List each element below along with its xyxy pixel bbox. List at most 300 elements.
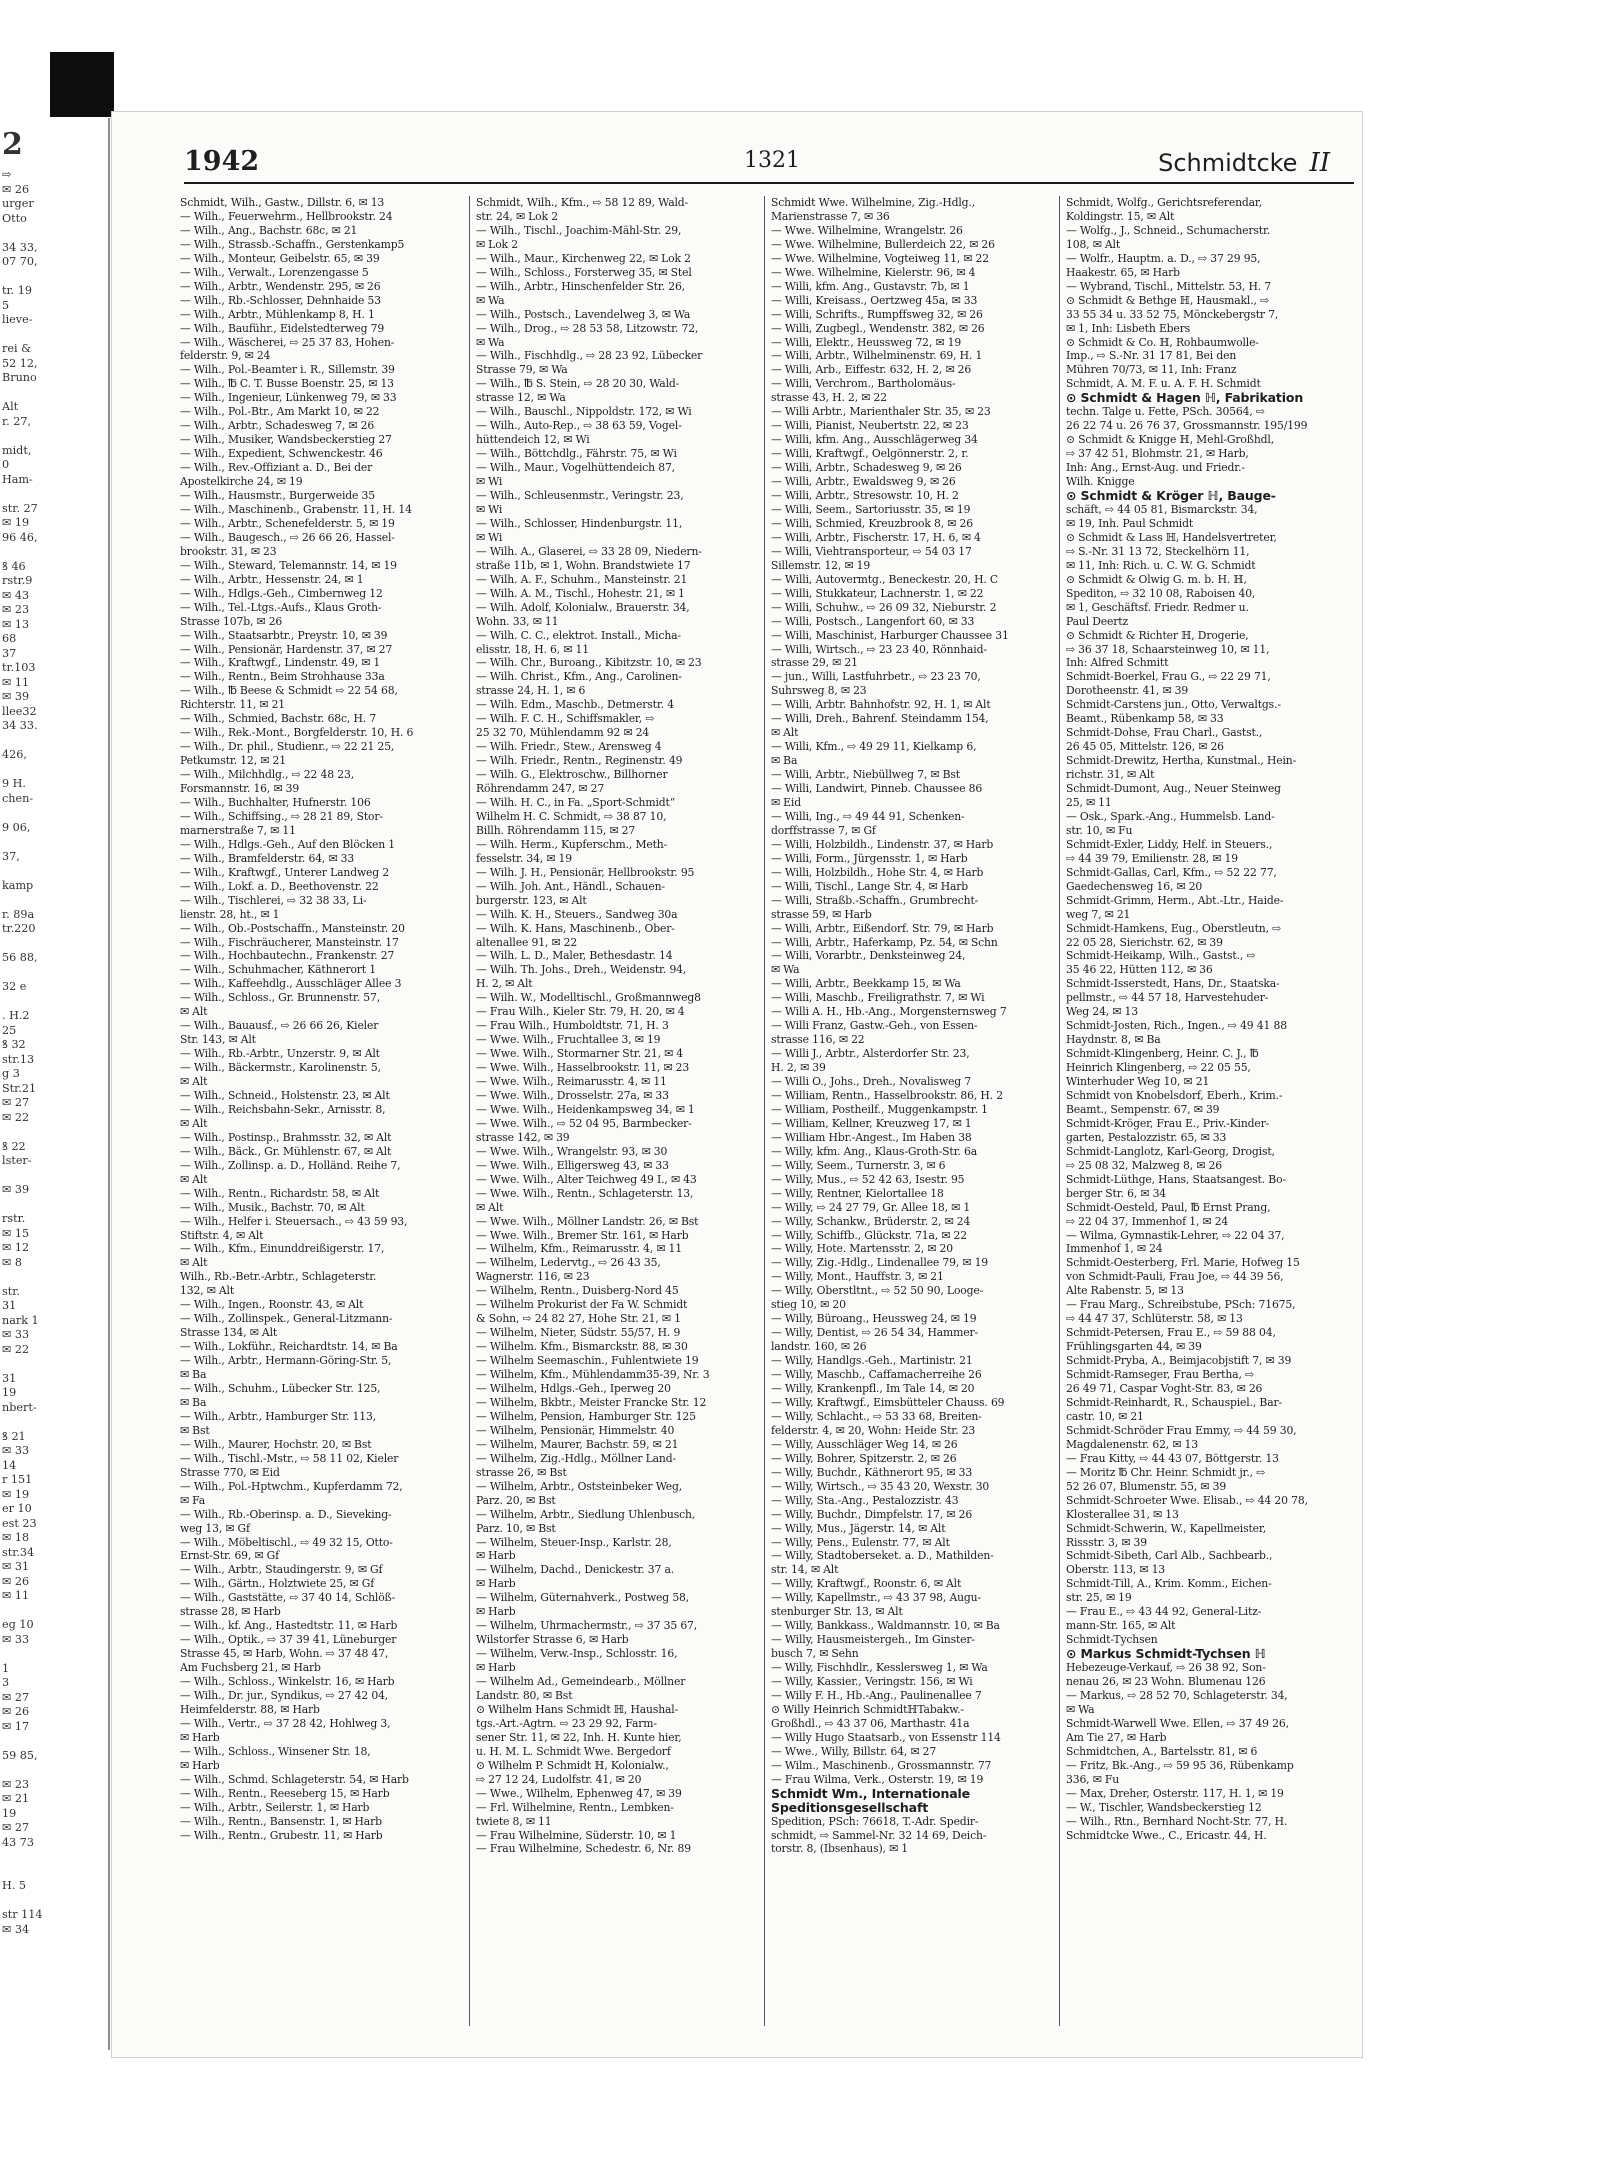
- directory-entry-line: ⇨ 44 47 37, Schlüterstr. 58, ✉ 13: [1066, 1312, 1243, 1326]
- left-page-line: [0, 1734, 108, 1749]
- directory-entry-line: — Wilh., Rev.-Offiziant a. D., Bei der: [180, 461, 373, 475]
- directory-entry-line: — Willi Franz, Gastw.-Geh., von Essen-: [771, 1019, 978, 1033]
- directory-entry-line: ✉ Ba: [180, 1368, 207, 1382]
- directory-entry-line: — Wilh., Vertr., ⇨ 37 28 42, Hohlweg 3,: [180, 1716, 391, 1730]
- directory-entry-line: ⊙ Markus Schmidt-Tychsen ℍ: [1066, 1647, 1266, 1662]
- directory-entry-line: — Wilh., Postinsp., Brahmsstr. 32, ✉ Alt: [180, 1130, 392, 1144]
- directory-entry-line: 132, ✉ Alt: [180, 1284, 235, 1298]
- directory-entry-line: Forsmannstr. 16, ✉ 39: [180, 782, 300, 796]
- directory-entry-line: — Wilh., Dr. jur., Syndikus, ⇨ 27 42 04,: [180, 1688, 389, 1702]
- directory-entry-line: ✉ Alt: [180, 1172, 208, 1186]
- left-page-line: [0, 1647, 108, 1662]
- directory-entry-line: Schmidt-Petersen, Frau E., ⇨ 59 88 04,: [1066, 1326, 1276, 1340]
- left-page-line: ✉ 26: [2, 1705, 30, 1718]
- directory-entry-line: — Wilhelm, Arbtr., Oststeinbeker Weg,: [476, 1479, 683, 1493]
- directory-entry-line: Richterstr. 11, ✉ 21: [180, 698, 286, 712]
- left-page-line: 31: [2, 1371, 17, 1385]
- directory-entry-line: — Willy, Hausmeistergeh., Im Ginster-: [771, 1633, 975, 1647]
- directory-entry-line: — Willy, Pens., Eulenstr. 77, ✉ Alt: [771, 1535, 950, 1549]
- directory-entry-line: — Wilh. A. F., Schuhm., Mansteinstr. 21: [476, 572, 688, 586]
- directory-entry-line: — Wilhelm, Hdlgs.-Geh., Iperweg 20: [476, 1382, 671, 1396]
- column-divider-3: [1059, 196, 1060, 2026]
- left-page-line: eg 10: [2, 1618, 34, 1631]
- directory-entry-line: von Schmidt-Pauli, Frau Joe, ⇨ 44 39 56,: [1066, 1270, 1284, 1284]
- directory-entry-line: Schmidt-Carstens jun., Otto, Verwaltgs.-: [1066, 698, 1281, 712]
- directory-entry-line: — Willy, Krankenpfl., Im Tale 14, ✉ 20: [771, 1382, 975, 1396]
- directory-entry-line: — Wwe. Wilh., Rentn., Schlageterstr. 13,: [476, 1186, 694, 1200]
- directory-entry-line: garten, Pestalozzistr. 65, ✉ 33: [1066, 1130, 1227, 1144]
- directory-entry-line: — Willi, Kfm., ⇨ 49 29 11, Kielkamp 6,: [771, 740, 977, 754]
- directory-entry-line: — Willi, Schrifts., Rumpffsweg 32, ✉ 26: [771, 307, 983, 321]
- directory-entry-line: Haydnstr. 8, ✉ Ba: [1066, 1033, 1161, 1047]
- directory-entry-line: ⊙ Schmidt & Bethge ℍ, Hausmakl., ⇨: [1066, 293, 1269, 307]
- directory-entry-line: — Wilh., Arbtr., Seilerstr. 1, ✉ Harb: [180, 1800, 370, 1814]
- directory-entry-line: — Wilh. J. H., Pensionär, Hellbrookstr. 95: [476, 865, 695, 879]
- directory-entry-line: — Willi, Stukkateur, Lachnerstr. 1, ✉ 22: [771, 586, 984, 600]
- column-divider-1: [469, 196, 470, 2026]
- directory-entry-line: — Osk., Spark.-Ang., Hummelsb. Land-: [1066, 809, 1275, 823]
- directory-entry-line: — Wilhelm, Zig.-Hdlg., Möllner Land-: [476, 1451, 676, 1465]
- left-page-line: ⇨: [2, 168, 12, 181]
- directory-entry-line: Heinrich Klingenberg, ⇨ 22 05 55,: [1066, 1061, 1251, 1075]
- directory-entry-line: — Willy, Bohrer, Spitzerstr. 2, ✉ 26: [771, 1451, 957, 1465]
- left-page-line: [0, 893, 108, 908]
- left-page-line: [0, 386, 108, 401]
- directory-entry-line: — Wilh., Tischl.-Mstr., ⇨ 58 11 02, Kieler: [180, 1451, 399, 1465]
- directory-entry-line: — Wilh., Gärtn., Holztwiete 25, ✉ Gf: [180, 1577, 375, 1591]
- column-2: [476, 196, 760, 2026]
- column-divider-2: [764, 196, 765, 2026]
- directory-entry-line: — Wilhelm, Kfm., Reimarusstr. 4, ✉ 11: [476, 1242, 682, 1256]
- directory-entry-line: — Wilh., Gaststätte, ⇨ 37 40 14, Schlöß-: [180, 1591, 396, 1605]
- scan-border-black: [50, 52, 114, 117]
- directory-entry-line: lienstr. 28, ht., ✉ 1: [180, 907, 280, 921]
- directory-entry-line: — Wilh., Ang., Bachstr. 68c, ✉ 21: [180, 223, 358, 237]
- directory-entry-line: Petkumstr. 12, ✉ 21: [180, 754, 286, 768]
- directory-entry-line: 26 45 05, Mittelstr. 126, ✉ 26: [1066, 740, 1224, 754]
- directory-entry-line: 25, ✉ 11: [1066, 795, 1112, 809]
- left-page-line: str.: [2, 1284, 20, 1298]
- directory-entry-line: — Wilh., Rentn., Beim Strohhause 33a: [180, 670, 385, 684]
- directory-entry-line: — Wilhelm, Güternahverk., Postweg 58,: [476, 1591, 690, 1605]
- directory-entry-line: — Wilh., Pol.-Btr., Am Markt 10, ✉ 22: [180, 405, 380, 419]
- directory-entry-line: — Wilhelm Prokurist der Fa W. Schmidt: [476, 1298, 688, 1312]
- directory-entry-line: strasse 24, H. 1, ✉ 6: [476, 684, 586, 698]
- header-year: 1942: [184, 146, 260, 177]
- left-page-line: [0, 1169, 108, 1184]
- left-page-line: [0, 226, 108, 241]
- directory-entry-line: — Willi Arbtr., Marienthaler Str. 35, ✉ 23: [771, 405, 991, 419]
- directory-entry-line: — Willy, Mus., ⇨ 52 42 63, Isestr. 95: [771, 1172, 965, 1186]
- directory-entry-line: str. 25, ✉ 19: [1066, 1591, 1132, 1605]
- directory-entry-line: ✉ 1, Inh: Lisbeth Ebers: [1066, 321, 1191, 335]
- directory-entry-line: — Wolfr., Hauptm. a. D., ⇨ 37 29 95,: [1066, 251, 1261, 265]
- directory-entry-line: — Willy, Dentist, ⇨ 26 54 34, Hammer-: [771, 1326, 978, 1340]
- left-page-line: 37: [2, 646, 17, 660]
- directory-entry-line: — Wilh. Edm., Maschb., Detmerstr. 4: [476, 698, 674, 712]
- left-page-line: ✉ 13: [2, 617, 30, 631]
- directory-entry-line: ✉ Wi: [476, 475, 503, 489]
- directory-entry-line: — Willy, Stadtoberseket. a. D., Mathilden-: [771, 1549, 994, 1563]
- left-page-line: [0, 864, 108, 879]
- left-page-line: ✉ 33: [2, 1328, 30, 1341]
- directory-entry-line: — Wwe. Wilh., Wrangelstr. 93, ✉ 30: [476, 1144, 668, 1158]
- directory-entry-line: — Wwe., Wilhelm, Ephenweg 47, ✉ 39: [476, 1786, 682, 1800]
- left-page-line: [0, 487, 108, 502]
- directory-entry-line: Marienstrasse 7, ✉ 36: [771, 209, 890, 223]
- directory-entry-line: — Willy, Wirtsch., ⇨ 35 43 20, Wexstr. 30: [771, 1479, 990, 1493]
- left-page-line: 0: [2, 458, 10, 471]
- directory-entry-line: — Willy, Ausschläger Weg 14, ✉ 26: [771, 1437, 958, 1451]
- left-page-line: Otto: [2, 211, 27, 225]
- directory-entry-line: — Willi, Arbtr. Bahnhofstr. 92, H. 1, ✉ Alt: [771, 698, 991, 712]
- directory-entry-line: — Wilh., Bauschl., Nippoldstr. 172, ✉ Wi: [476, 405, 692, 419]
- directory-entry-line: — Wilh., Arbtr., Staudingerstr. 9, ✉ Gf: [180, 1563, 383, 1577]
- directory-entry-line: pellmstr., ⇨ 44 57 18, Harvestehuder-: [1066, 991, 1269, 1005]
- directory-entry-line: — Wilh., Optik., ⇨ 37 39 41, Lüneburger: [180, 1633, 397, 1647]
- directory-entry-line: — Willy, Schiffb., Glückstr. 71a, ✉ 22: [771, 1228, 967, 1242]
- directory-entry-line: Schmidt-Kröger, Frau E., Priv.-Kinder-: [1066, 1116, 1270, 1130]
- directory-entry-line: ✉ Alt: [180, 1256, 208, 1270]
- directory-entry-line: Imp., ⇨ S.-Nr. 31 17 81, Bei den: [1066, 349, 1237, 363]
- directory-entry-line: Sillemstr. 12, ✉ 19: [771, 558, 871, 572]
- left-page-line: ✉ 39: [2, 1183, 30, 1196]
- directory-entry-line: — Willy, Seem., Turnerstr. 3, ✉ 6: [771, 1158, 946, 1172]
- directory-entry-line: — Wilh., Schiffsing., ⇨ 28 21 89, Stor-: [180, 809, 383, 823]
- directory-entry-line: — W., Tischler, Wandsbeckerstieg 12: [1066, 1800, 1262, 1814]
- left-page-line: est 23: [2, 1516, 37, 1530]
- directory-entry-line: Schmidt-Grimm, Herm., Abt.-Ltr., Haide-: [1066, 893, 1284, 907]
- directory-entry-line: — Wwe. Wilh., Bremer Str. 161, ✉ Harb: [476, 1228, 689, 1242]
- directory-entry-line: — Wilh. Friedr., Rentn., Reginenstr. 49: [476, 754, 683, 768]
- directory-entry-line: — Wilh., Hochbautechn., Frankenstr. 27: [180, 949, 395, 963]
- directory-entry-line: Spediton, ⇨ 32 10 08, Raboisen 40,: [1066, 586, 1256, 600]
- directory-entry-line: — Willy, Kraftwgf., Roonstr. 6, ✉ Alt: [771, 1577, 962, 1591]
- directory-entry-line: — Willy, Kassier., Veringstr. 156, ✉ Wi: [771, 1675, 973, 1689]
- directory-entry-line: — Willy, Buchdr., Dimpfelstr. 17, ✉ 26: [771, 1507, 973, 1521]
- directory-entry-line: Schmidt-Drewitz, Hertha, Kunstmal., Hein-: [1066, 754, 1297, 768]
- directory-entry-line: 26 22 74 u. 26 76 37, Grossmannstr. 195/199: [1066, 419, 1308, 433]
- directory-entry-line: — Wilh., Strassb.-Schaffn., Gerstenkamp5: [180, 237, 405, 251]
- directory-entry-line: Hebezeuge-Verkauf, ⇨ 26 38 92, Son-: [1066, 1661, 1266, 1675]
- directory-entry-line: — Max, Dreher, Osterstr. 117, H. 1, ✉ 19: [1066, 1786, 1284, 1800]
- directory-entry-line: Schmidt-Pryba, A., Beimjacobjstift 7, ✉ 39: [1066, 1354, 1292, 1368]
- directory-entry-line: Wilhelm H. C. Schmidt, ⇨ 38 87 10,: [476, 809, 667, 823]
- directory-entry-line: — Willi, Holzbildh., Lindenstr. 37, ✉ Harb: [771, 837, 994, 851]
- directory-entry-line: — Willy, Zig.-Hdlg., Lindenallee 79, ✉ 19: [771, 1256, 989, 1270]
- directory-entry-line: — Willy Hugo Staatsarb., von Essenstr 114: [771, 1730, 1001, 1744]
- directory-entry-line: Schmidt-Ramseger, Frau Bertha, ⇨: [1066, 1368, 1254, 1382]
- left-page-line: ✉ 39: [2, 690, 30, 703]
- directory-entry-line: str. 24, ✉ Lok 2: [476, 209, 558, 223]
- left-page-line: 59 85,: [2, 1748, 38, 1762]
- directory-entry-line: — Wilh. Adolf, Kolonialw., Brauerstr. 34,: [476, 600, 690, 614]
- directory-entry-line: Schmidt-Hamkens, Eug., Oberstleutn, ⇨: [1066, 921, 1282, 935]
- directory-entry-line: — Wilh., Schleusenmstr., Veringstr. 23,: [476, 489, 684, 503]
- left-page-line: [0, 1198, 108, 1213]
- directory-entry-line: Schmidt-Isserstedt, Hans, Dr., Staatska-: [1066, 977, 1280, 991]
- directory-entry-line: strasse 116, ✉ 22: [771, 1033, 865, 1047]
- left-page-line: 37,: [2, 849, 20, 863]
- directory-entry-line: Wilh., Rb.-Betr.-Arbtr., Schlageterstr.: [180, 1270, 377, 1284]
- directory-entry-line: — Willi O., Johs., Dreh., Novalisweg 7: [771, 1075, 972, 1089]
- directory-entry-line: — Willi, Ing., ⇨ 49 44 91, Schenken-: [771, 809, 965, 823]
- left-page-line: tr. 19: [2, 284, 32, 297]
- directory-entry-line: — Wilh., Arbtr., Schenefelderstr. 5, ✉ 19: [180, 516, 395, 530]
- left-page-line: ✉ 8: [2, 1255, 23, 1269]
- directory-entry-line: & Sohn, ⇨ 24 82 27, Hohe Str. 21, ✉ 1: [476, 1312, 681, 1326]
- directory-entry-line: — Wilh., Steward, Telemannstr. 14, ✉ 19: [180, 558, 397, 572]
- directory-entry-line: ✉ Harb: [476, 1605, 516, 1619]
- running-title-volume: II: [1309, 148, 1330, 178]
- directory-entry-line: — Wilh. Th. Johs., Dreh., Weidenstr. 94,: [476, 963, 687, 977]
- directory-entry-line: — Willi, Kreisass., Oertzweg 45a, ✉ 33: [771, 293, 978, 307]
- left-page-line: [0, 995, 108, 1010]
- directory-entry-line: 52 26 07, Blumenstr. 55, ✉ 39: [1066, 1479, 1227, 1493]
- directory-entry-line: 26 49 71, Caspar Voght-Str. 83, ✉ 26: [1066, 1382, 1263, 1396]
- directory-entry-line: Apostelkirche 24, ✉ 19: [180, 475, 303, 489]
- directory-entry-line: — Wilh., Ingenieur, Lünkenweg 79, ✉ 33: [180, 391, 397, 405]
- directory-entry-line: — Wilh., Kfm., Einunddreißigerstr. 17,: [180, 1242, 385, 1256]
- left-page-line: [0, 545, 108, 560]
- left-page-line: 19: [2, 1806, 17, 1820]
- directory-entry-line: — Willy, Bankkass., Waldmannstr. 10, ✉ Ba: [771, 1619, 1000, 1633]
- directory-entry-line: Speditionsgesellschaft: [771, 1800, 929, 1815]
- directory-entry-line: — Wilh., Kraftwgf., Unterer Landweg 2: [180, 865, 390, 879]
- directory-entry-line: — Frau Wilh., Kieler Str. 79, H. 20, ✉ 4: [476, 1005, 685, 1019]
- directory-entry-line: Strasse 107b, ✉ 26: [180, 614, 283, 628]
- left-page-line: [0, 937, 108, 952]
- directory-entry-line: — Willi, Tischl., Lange Str. 4, ✉ Harb: [771, 879, 969, 893]
- directory-entry-line: richstr. 31, ✉ Alt: [1066, 768, 1155, 782]
- directory-entry-line: Schmidt, Wilh., Gastw., Dillstr. 6, ✉ 13: [180, 196, 385, 209]
- directory-entry-line: Schmidt-Boerkel, Frau G., ⇨ 22 29 71,: [1066, 670, 1271, 684]
- directory-entry-line: Wohn. 33, ✉ 11: [476, 614, 559, 628]
- directory-entry-line: str. 10, ✉ Fu: [1066, 823, 1133, 837]
- directory-entry-line: — Wilh., Lokführ., Reichardtstr. 14, ✉ Ba: [180, 1340, 398, 1354]
- directory-entry-line: — Willi, Holzbildh., Hohe Str. 4, ✉ Harb: [771, 865, 984, 879]
- directory-entry-line: — Willi, Maschb., Freiligrathstr. 7, ✉ Wi: [771, 991, 985, 1005]
- directory-entry-line: — Wilhelm, Maurer, Bachstr. 59, ✉ 21: [476, 1437, 679, 1451]
- directory-entry-line: — Wilh., Bäck., Gr. Mühlenstr. 67, ✉ Alt: [180, 1144, 392, 1158]
- directory-entry-line: — Willy, ⇨ 24 27 79, Gr. Allee 18, ✉ 1: [771, 1200, 971, 1214]
- directory-entry-line: Inh: Ang., Ernst-Aug. und Friedr.-: [1066, 461, 1245, 475]
- directory-entry-line: — Willi, Schuhw., ⇨ 26 09 32, Nieburstr. 2: [771, 600, 997, 614]
- left-page-line: tr.220: [2, 922, 36, 935]
- directory-entry-line: — Frau Marg., Schreibstube, PSch: 71675,: [1066, 1298, 1296, 1312]
- directory-entry-line: — Wwe. Wilh., Hasselbrookstr. 11, ✉ 23: [476, 1061, 690, 1075]
- directory-entry-line: — William Hbr.-Angest., Im Haben 38: [771, 1130, 972, 1144]
- directory-entry-line: — Willy, Rentner, Kielortallee 18: [771, 1186, 944, 1200]
- directory-entry-line: Schmidtchen, A., Bartelsstr. 81, ✉ 6: [1066, 1744, 1258, 1758]
- left-page-line: ✉ 12: [2, 1241, 30, 1254]
- directory-entry-line: — Willy, Schlacht., ⇨ 53 33 68, Breiten-: [771, 1409, 982, 1423]
- directory-entry-line: ✉ Harb: [476, 1661, 516, 1675]
- directory-entry-line: Schmidt Wm., Internationale: [771, 1786, 970, 1801]
- directory-entry-line: — Willi, Arbtr., Eißendorf. Str. 79, ✉ Harb: [771, 921, 994, 935]
- left-page-line: urger: [2, 197, 34, 210]
- directory-entry-line: — Wilh., Bauausf., ⇨ 26 66 26, Kieler: [180, 1019, 379, 1033]
- directory-entry-line: — Wwe. Wilhelmine, Bullerdeich 22, ✉ 26: [771, 237, 995, 251]
- directory-entry-line: — Willy F. H., Hb.-Ang., Paulinenallee 7: [771, 1688, 982, 1702]
- left-page-line: Str.21: [2, 1081, 37, 1095]
- directory-entry-line: — Frau E., ⇨ 43 44 92, General-Litz-: [1066, 1605, 1262, 1619]
- directory-entry-line: ✉ Alt: [180, 1116, 208, 1130]
- directory-entry-line: — Wilhelm. Kfm., Bismarckstr. 88, ✉ 30: [476, 1340, 688, 1354]
- directory-entry-line: — Willi, Arbtr., Beekkamp 15, ✉ Wa: [771, 977, 961, 991]
- directory-entry-line: ⊙ Wilhelm P. Schmidt ℍ, Kolonialw.,: [476, 1758, 669, 1772]
- directory-entry-line: — Willi, kfm. Ang., Gustavstr. 7b, ✉ 1: [771, 279, 970, 293]
- column-4: [1066, 196, 1350, 2026]
- directory-entry-line: ⊙ Schmidt & Olwig G. m. b. H. ℍ,: [1066, 572, 1247, 586]
- directory-entry-line: — Wilhelm, Kfm., Mühlendamm35-39, Nr. 3: [476, 1368, 710, 1382]
- directory-entry-line: — Willi, Pianist, Neubertstr. 22, ✉ 23: [771, 419, 969, 433]
- left-page-line: Alt: [2, 400, 19, 413]
- directory-entry-line: — Wilh., Buchhalter, Hufnerstr. 106: [180, 795, 371, 809]
- left-page-line: ✉ 19: [2, 516, 30, 529]
- directory-entry-line: — Wwe. Wilh., Fruchtallee 3, ✉ 19: [476, 1033, 661, 1047]
- directory-entry-line: — Willi, Postsch., Langenfort 60, ✉ 33: [771, 614, 975, 628]
- directory-entry-line: Schmidt von Knobelsdorf, Eberh., Krim.-: [1066, 1089, 1283, 1102]
- directory-entry-line: ✉ Harb: [476, 1549, 516, 1563]
- directory-entry-line: — Wilhelm, Pensionär, Himmelstr. 40: [476, 1423, 675, 1437]
- directory-entry-line: — Wilhelm, Uhrmachermstr., ⇨ 37 35 67,: [476, 1619, 698, 1633]
- directory-entry-line: — Wilh. C. C., elektrot. Install., Micha-: [476, 628, 681, 642]
- directory-entry-line: Schmidt-Sibeth, Carl Alb., Sachbearb.,: [1066, 1549, 1273, 1563]
- directory-entry-line: ⇨ 36 37 18, Schaarsteinweg 10, ✉ 11,: [1066, 642, 1270, 656]
- left-page-line: 31: [2, 1299, 17, 1312]
- left-page-line: llee32: [2, 704, 37, 718]
- directory-entry-line: — Wilh., Tischl., Joachim-Mähl-Str. 29,: [476, 223, 682, 237]
- directory-entry-line: Schmidt-Klingenberg, Heinr. C. J., ℔: [1066, 1047, 1259, 1061]
- running-title-name: Schmidtcke: [1158, 149, 1298, 177]
- left-page-line: ✉ 11: [2, 1589, 30, 1602]
- left-page-line: str. 27: [2, 501, 38, 515]
- directory-entry-line: — Willi, Arb., Eiffestr. 632, H. 2, ✉ 26: [771, 363, 972, 377]
- left-page-line: ✉ 26: [2, 1574, 30, 1588]
- directory-entry-line: Rissstr. 3, ✉ 39: [1066, 1535, 1147, 1549]
- directory-entry-line: torstr. 8, (Ibsenhaus), ✉ 1: [771, 1842, 908, 1856]
- left-page-line: ✉ 33: [2, 1632, 30, 1646]
- header-page-number: 1321: [744, 148, 800, 173]
- left-page-line: ✉ 27: [2, 1690, 30, 1704]
- directory-entry-line: Beamt., Sempenstr. 67, ✉ 39: [1066, 1102, 1220, 1116]
- left-page-line: [0, 1125, 108, 1140]
- left-page-line: 9 H.: [2, 777, 26, 790]
- directory-entry-line: ✉ Wa: [1066, 1702, 1095, 1716]
- directory-entry-line: ✉ Lok 2: [476, 237, 518, 251]
- directory-entry-line: ✉ Eid: [771, 795, 801, 809]
- directory-entry-line: Großhdl., ⇨ 43 37 06, Marthastr. 41a: [771, 1716, 970, 1730]
- directory-entry-line: — Wilh. Chr., Buroang., Kibitzstr. 10, ✉ 23: [476, 656, 702, 670]
- directory-entry-line: ✉ Wi: [476, 530, 503, 544]
- directory-entry-line: — Wilh., Schuhmacher, Käthnerort 1: [180, 963, 377, 977]
- directory-entry-line: Strasse 45, ✉ Harb, Wohn. ⇨ 37 48 47,: [180, 1647, 389, 1661]
- directory-entry-line: — Frau Kitty, ⇨ 44 43 07, Böttgerstr. 13: [1066, 1451, 1279, 1465]
- left-page-line: 34 33,: [2, 240, 38, 254]
- directory-entry-line: Strasse 134, ✉ Alt: [180, 1326, 278, 1340]
- left-page-line: 68: [2, 632, 17, 645]
- directory-entry-line: Schmidt-Heikamp, Wilh., Gastst., ⇨: [1066, 949, 1256, 963]
- directory-entry-line: — Wilh., Schmd. Schlageterstr. 54, ✉ Harb: [180, 1772, 409, 1786]
- directory-entry-line: — Willi, Straßb.-Schaffn., Grumbrecht-: [771, 893, 979, 907]
- directory-entry-line: ⇨ 22 04 37, Immenhof 1, ✉ 24: [1066, 1214, 1229, 1228]
- directory-entry-line: berger Str. 6, ✉ 34: [1066, 1186, 1167, 1200]
- directory-entry-line: Schmidt-Lüthge, Hans, Staatsangest. Bo-: [1066, 1172, 1286, 1186]
- directory-entry-line: — Willi A. H., Hb.-Ang., Morgensternsweg 7: [771, 1005, 1007, 1019]
- directory-entry-line: — Wilma, Gymnastik-Lehrer, ⇨ 22 04 37,: [1066, 1228, 1285, 1242]
- directory-entry-line: — Willy, Kraftwgf., Eimsbütteler Chauss. 69: [771, 1395, 1005, 1409]
- directory-entry-line: ⊙ Schmidt & Hagen ℍ, Fabrikation: [1066, 391, 1304, 406]
- left-page-line: tr.103: [2, 661, 36, 674]
- left-page-line: ✉ 22: [2, 1110, 30, 1124]
- directory-entry-line: Röhrendamm 247, ✉ 27: [476, 782, 605, 796]
- directory-entry-line: Schmidt-Till, A., Krim. Komm., Eichen-: [1066, 1577, 1272, 1591]
- left-page-line: str.13: [2, 1052, 35, 1066]
- directory-entry-line: ✉ Alt: [476, 1200, 504, 1214]
- directory-entry-line: sener Str. 11, ✉ 22, Inh. H. Kunte hier,: [476, 1730, 682, 1744]
- left-page-line: ✉ 22: [2, 1342, 30, 1356]
- directory-entry-line: ✉ Wa: [476, 293, 505, 307]
- directory-entry-line: — Wilh., Zollinsp. a. D., Holländ. Reihe 7,: [180, 1158, 401, 1172]
- directory-entry-line: — Willi, Autovermtg., Beneckestr. 20, H. C: [771, 572, 999, 586]
- directory-entry-line: strasse 26, ✉ Bst: [476, 1465, 567, 1479]
- directory-entry-line: strasse 12, ✉ Wa: [476, 391, 566, 405]
- left-page-line: 25: [2, 1023, 17, 1037]
- directory-entry-line: — Willy, Hote. Martensstr. 2, ✉ 20: [771, 1242, 953, 1256]
- left-page-line: [0, 835, 108, 850]
- directory-entry-line: — Frau Wilhelmine, Süderstr. 10, ✉ 1: [476, 1828, 677, 1842]
- directory-entry-line: — Willi, Arbtr., Ewaldsweg 9, ✉ 26: [771, 475, 956, 489]
- directory-entry-line: — Willi, Wirtsch., ⇨ 23 23 40, Rönnhaid-: [771, 642, 987, 656]
- directory-entry-line: — Wilhelm, Ledervtg., ⇨ 26 43 35,: [476, 1256, 661, 1270]
- directory-entry-line: — Wwe. Wilh., Alter Teichweg 49 I., ✉ 43: [476, 1172, 697, 1186]
- left-page-line: [0, 429, 108, 444]
- directory-entry-line: — Willi, Form., Jürgensstr. 1, ✉ Harb: [771, 851, 968, 865]
- left-page-line: nark 1: [2, 1313, 39, 1327]
- directory-entry-line: — Wwe. Wilh., Möllner Landstr. 26, ✉ Bst: [476, 1214, 699, 1228]
- directory-entry-line: Haakestr. 65, ✉ Harb: [1066, 265, 1180, 279]
- directory-entry-line: — Wilh., ℔ C. T. Busse Boenstr. 25, ✉ 13: [180, 377, 394, 391]
- directory-entry-line: — Willy, Mus., Jägerstr. 14, ✉ Alt: [771, 1521, 946, 1535]
- directory-entry-line: Landstr. 80, ✉ Bst: [476, 1688, 573, 1702]
- directory-entry-line: ⊙ Schmidt & Knigge ℍ, Mehl-Großhdl,: [1066, 433, 1274, 447]
- directory-entry-line: — Frl. Wilhelmine, Rentn., Lembken-: [476, 1800, 674, 1814]
- directory-entry-line: — Wilh., Hausmstr., Burgerweide 35: [180, 489, 375, 503]
- directory-entry-line: Immenhof 1, ✉ 24: [1066, 1242, 1163, 1256]
- directory-entry-line: stieg 10, ✉ 20: [771, 1298, 846, 1312]
- directory-entry-line: — Willi, Dreh., Bahrenf. Steindamm 154,: [771, 712, 989, 726]
- left-page-line: 3: [2, 1676, 10, 1689]
- directory-entry-line: — Willi, Zugbegl., Wendenstr. 382, ✉ 26: [771, 321, 985, 335]
- directory-entry-line: — Wilh., Monteur, Geibelstr. 65, ✉ 39: [180, 251, 380, 265]
- left-page-line: er 10: [2, 1502, 32, 1515]
- left-page-line: rei &: [2, 342, 32, 355]
- left-page-line: [0, 1865, 108, 1880]
- left-page-line: H. 5: [2, 1879, 26, 1892]
- directory-entry-line: str. 14, ✉ Alt: [771, 1563, 839, 1577]
- directory-entry-line: — Wilh., ℔ Beese & Schmidt ⇨ 22 54 68,: [180, 684, 398, 698]
- directory-entry-line: techn. Talge u. Fette, PSch. 30564, ⇨: [1066, 405, 1265, 419]
- left-page-line: r. 89a: [2, 907, 35, 921]
- directory-entry-line: — Wilh. Joh. Ant., Händl., Schauen-: [476, 879, 665, 893]
- left-page-line: g 3: [2, 1067, 20, 1080]
- directory-entry-line: — Frau Wilh., Humboldtstr. 71, H. 3: [476, 1019, 669, 1033]
- left-page-line: rstr.: [2, 1212, 26, 1225]
- left-page-line: 426,: [2, 748, 27, 761]
- directory-entry-line: fesselstr. 34, ✉ 19: [476, 851, 572, 865]
- directory-entry-line: — Fritz, Bk.-Ang., ⇨ 59 95 36, Rübenkamp: [1066, 1758, 1294, 1772]
